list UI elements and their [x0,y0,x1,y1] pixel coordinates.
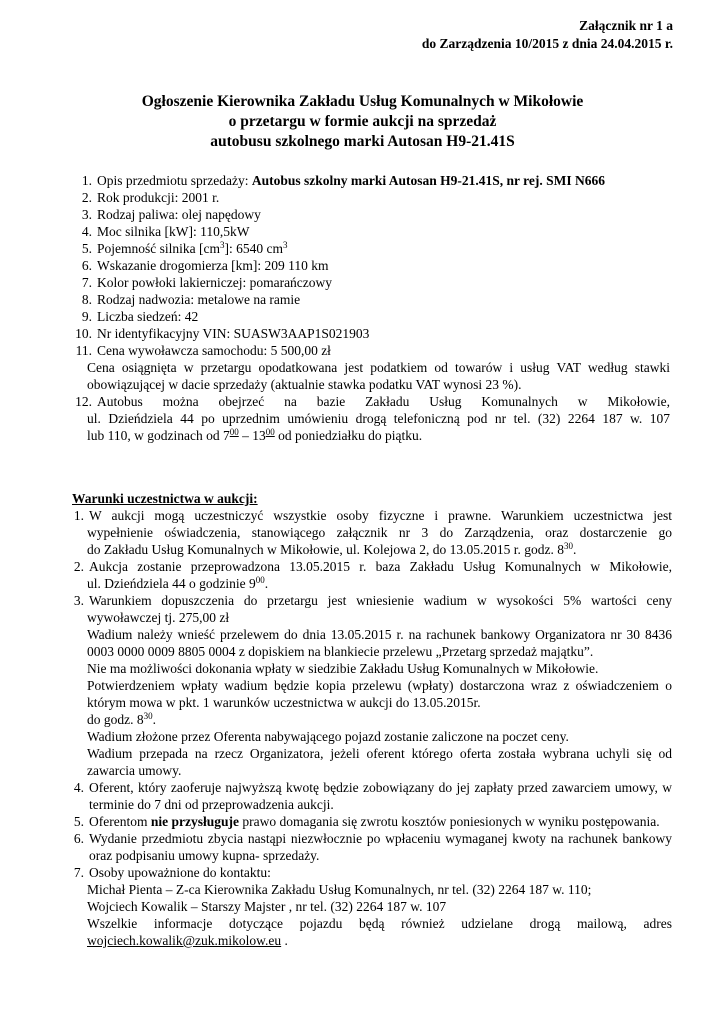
item-text: Rok produkcji: 2001 r. [97,190,220,205]
item-label: Opis przedmiotu sprzedaży: [97,173,252,188]
list-item [70,189,670,206]
item-text: Kolor powłoki lakierniczej: pomarańczowy [97,275,333,290]
item-number: 2. [81,190,92,205]
item-number: 5. [73,814,84,829]
contact-person: Wojciech Kowalik – Starszy Majster , nr tel. (32) 2264 187 w. 107 [87,899,447,914]
item-text: wypełnienie oświadczenia, stanowiącego załącznik nr 3 do Zarządzenia, oraz dostarczenie go [87,525,672,540]
contact-person: Michał Pienta – Z-ca Kierownika Zakładu Usług Komunalnych, nr tel. (32) 2264 187 w. 110; [87,882,592,897]
item-text: do godz. $8^{30}$. [87,711,156,727]
item-number: 6. [81,258,92,273]
item-text: Oferent, który zaoferuje najwyższą kwotę będzie zobowiązany do jej zapłaty przed zawarciem umowy, w terminie do 7 dni od przeprowadzenia aukcji. [89,780,672,812]
vehicle-details-list [70,172,670,444]
item-text: Oferentom nie przysługuje prawo domagania się zwrotu kosztów poniesionych w wyniku postępowania. [89,814,660,829]
list-item [70,558,672,575]
list-item [70,864,672,881]
item-text: Wskazanie drogomierza [km]: 209 110 km [97,258,329,273]
item-text: lub 110, w godzinach od $7^{00} - 13^{00}$ od poniedziałku do piątku. [87,427,423,443]
conditions-list [70,507,672,949]
document-title [0,92,725,152]
item-text: Potwierdzeniem wpłaty wadium będzie kopia przelewu (wpłaty) dostarczona wraz z oświadczeniem o którym mowa w pkt. 1 warunków uczestnictwa w aukcji do 13.05.2015r. [87,678,672,710]
conditions-heading: Warunki uczestnictwa w aukcji: [72,491,258,506]
list-item [70,507,672,524]
item-text: Nr identyfikacyjny VIN: SUASW3AAP1S021903 [97,326,370,341]
list-item [70,240,670,257]
email-line: wojciech.kowalik@zuk.mikolow.eu . [87,933,288,948]
item-number: 8. [81,292,92,307]
item-number: 4. [73,780,84,795]
item-text: Liczba siedzeń: 42 [97,309,199,324]
item-number: 11. [75,343,92,358]
attachment-number: Załącznik nr 1 a [579,18,673,33]
item-number: 5. [81,241,92,256]
item-text: ul. Dzieńdziela 44 po uprzednim umówieniu drogą telefoniczną pod nr tel. (32) 2264 187 w. 107 [87,411,670,426]
regulation-reference: do Zarządzenia 10/2015 z dnia 24.04.2015 r. [421,36,673,51]
item-text: Rodzaj paliwa: olej napędowy [97,207,261,222]
item-text: Osoby upoważnione do kontaktu: [89,865,271,880]
item-number: 6. [73,831,84,846]
item-text: Moc silnika [kW]: 110,5kW [97,224,250,239]
item-number: 9. [81,309,92,324]
item-text: Wszelkie informacje dotyczące pojazdu będą również udzielane drogą mailową, adres [87,916,672,931]
item-number: 1. [73,508,84,523]
item-value: Autobus szkolny marki Autosan H9-21.41S, nr rej. SMI N666 [251,173,606,188]
email-link[interactable]: wojciech.kowalik@zuk.mikolow.eu [87,933,282,948]
attachment-header [422,17,673,53]
item-number: 1. [81,173,92,188]
title-line: Ogłoszenie Kierownika Zakładu Usług Komunalnych w Mikołowie [141,93,584,110]
item-text: Wadium złożone przez Oferenta nabywającego pojazd zostanie zaliczone na poczet ceny. [87,729,569,744]
item-text: Wydanie przedmiotu zbycia nastąpi niezwłocznie po wpłaceniu wymaganej kwoty na rachunek bankowy oraz podpisaniu umowy kupna- sprzedaży. [89,831,672,863]
item-text: W aukcji mogą uczestniczyć wszystkie osoby fizyczne i prawne. Warunkiem uczestnictwa jest [89,508,672,523]
list-item [70,342,670,359]
item-number: 3. [81,207,92,222]
vat-note: Cena osiągnięta w przetargu opodatkowana jest podatkiem od towarów i usług VAT według stawki obowiązującej w dacie sprzedaży (aktualnie stawka podatku VAT wynosi 23 %). [87,360,670,392]
list-item [70,308,670,325]
item-text: Rodzaj nadwozia: metalowe na ramie [97,292,301,307]
list-item [70,274,670,291]
list-item [70,257,670,274]
list-item [70,813,672,830]
item-text: Warunkiem dopuszczenia do przetargu jest wniesienie wadium w wysokości 5% wartości ceny [89,593,672,608]
list-item [70,592,672,609]
item-text: Pojemność silnika $[cm^3]$: 6540 $cm^3$ [97,240,288,256]
item-number: 2. [73,559,84,574]
item-text: Autobus można obejrzeć na bazie Zakładu Usług Komunalnych w Mikołowie, [97,394,670,409]
item-text: Cena wywoławcza samochodu: 5 500,00 zł [97,343,331,358]
item-text: Aukcja zostanie przeprowadzona 13.05.2015 r. baza Zakładu Usług Komunalnych w Mikołowie, [89,559,672,574]
list-item [70,779,672,813]
item-number: 10. [75,326,92,341]
list-item [70,223,670,240]
item-number: 12. [75,394,92,409]
item-text: do Zakładu Usług Komunalnych w Mikołowie, ul. Kolejowa 2, do 13.05.2015 r. godz. $8^{30}$. [87,541,577,557]
item-number: 4. [81,224,92,239]
item-text: Wadium przepada na rzecz Organizatora, jeżeli oferent którego oferta została wybrana uchyli się od zawarcia umowy. [87,746,672,778]
title-line: autobusu szkolnego marki Autosan H9-21.41S [210,133,515,150]
list-item [70,172,670,189]
item-text: wywoławczej tj. 275,00 zł [87,610,230,625]
item-number: 7. [73,865,84,880]
item-text: ul. Dzieńdziela 44 o godzinie $9^{00}$. [87,575,269,591]
list-item [70,291,670,308]
list-item [70,393,670,410]
list-item [70,206,670,223]
item-number: 7. [81,275,92,290]
title-line: o przetargu w formie aukcji na sprzedaż [228,113,497,130]
item-text: Nie ma możliwości dokonania wpłaty w siedzibie Zakładu Usług Komunalnych w Mikołowie. [87,661,599,676]
transfer-instructions: Wadium należy wnieść przelewem do dnia 13.05.2015 r. na rachunek bankowy Organizatora nr 30 8436 0003 0000 0009 8805 0004 z dopiskiem na blankiecie przelewu „Przetarg sprzedaż majątku”. [87,627,672,659]
list-item [70,830,672,864]
item-number: 3. [73,593,84,608]
list-item [70,325,670,342]
